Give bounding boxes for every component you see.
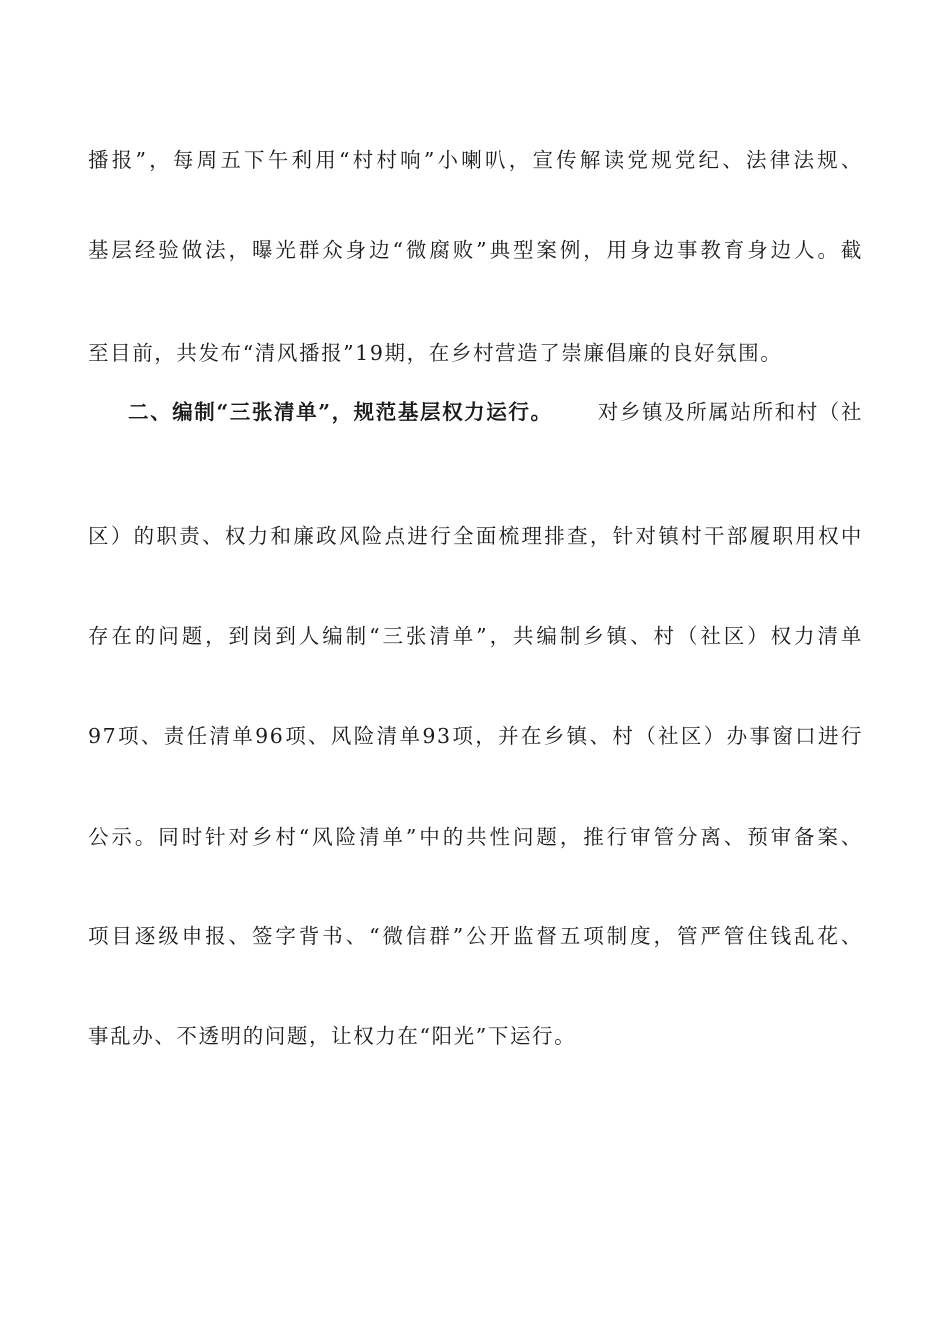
paragraph2-line-1 bbox=[128, 399, 863, 425]
paragraph2-line-6: 项目逐级申报、签字背书、“微信群”公开监督五项制度，管严管住钱乱花、 bbox=[88, 924, 863, 948]
section-heading: 二、编制“三张清单”，规范基层权力运行。 bbox=[128, 400, 553, 424]
paragraph2-line-1-rest: 对乡镇及所属站所和村（社 bbox=[597, 400, 863, 424]
paragraph2-line-3: 存在的问题，到岗到人编制“三张清单”，共编制乡镇、村（社区）权力清单 bbox=[88, 624, 863, 648]
paragraph1-line-2: 基层经验做法，曝光群众身边“微腐败”典型案例，用身边事教育身边人。截 bbox=[88, 238, 863, 262]
paragraph2-line-2: 区）的职责、权力和廉政风险点进行全面梳理排查，针对镇村干部履职用权中 bbox=[88, 524, 863, 548]
paragraph2-line-7: 事乱办、不透明的问题，让权力在“阳光”下运行。 bbox=[88, 1024, 577, 1048]
paragraph1-line-3: 至目前，共发布“清风播报”19期，在乡村营造了崇廉倡廉的良好氛围。 bbox=[88, 341, 783, 365]
paragraph1-line-1: 播报”，每周五下午利用“村村响”小喇叭，宣传解读党规党纪、法律法规、 bbox=[88, 148, 863, 172]
paragraph2-line-4: 97项、责任清单96项、风险清单93项，并在乡镇、村（社区）办事窗口进行 bbox=[88, 724, 863, 748]
paragraph2-line-5: 公示。同时针对乡村“风险清单”中的共性问题，推行审管分离、预审备案、 bbox=[88, 825, 863, 849]
